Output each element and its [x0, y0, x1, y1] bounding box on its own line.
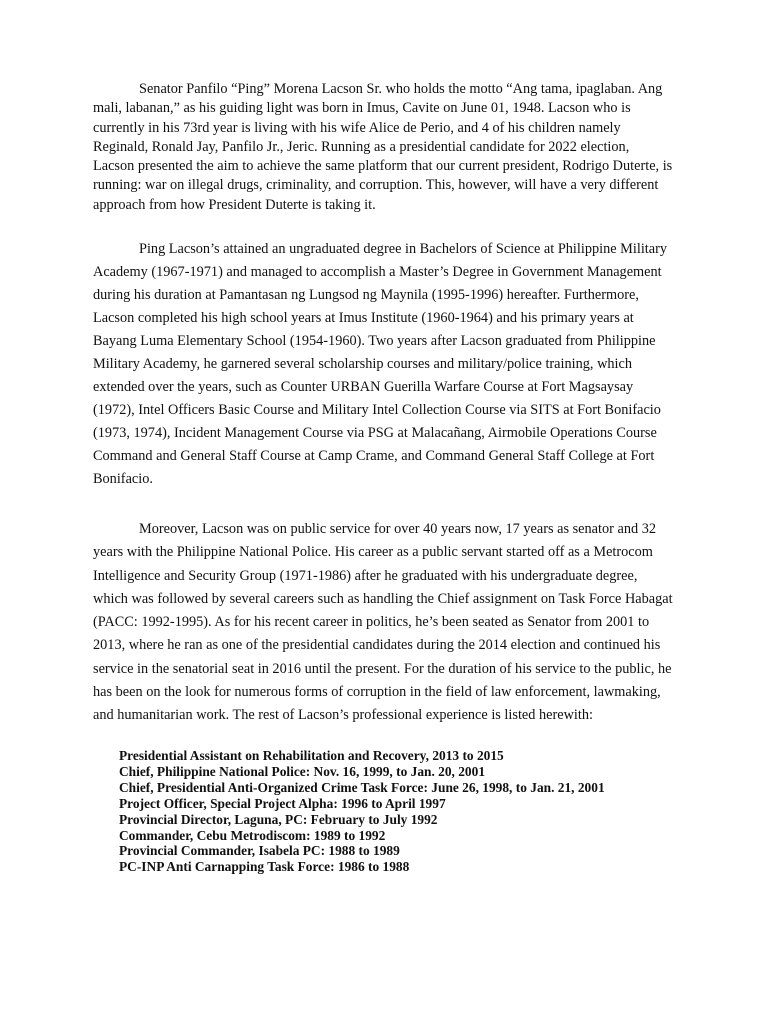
experience-item: PC-INP Anti Carnapping Task Force: 1986 to 1988	[119, 859, 410, 875]
experience-item: Commander, Cebu Metrodiscom: 1989 to 1992	[119, 827, 386, 843]
experience-item: Provincial Director, Laguna, PC: February to July 1992	[119, 811, 438, 827]
experience-item: Chief, Philippine National Police: Nov. 16, 1999, to Jan. 20, 2001	[119, 763, 486, 779]
experience-item: Chief, Presidential Anti-Organized Crime Task Force: June 26, 1998, to Jan. 21, 2001	[119, 779, 605, 795]
paragraph-education: Ping Lacson’s attained an ungraduated degree in Bachelors of Science at Philippine Military Academy (1967-1971) and managed to accomplish a Master’s Degree in Government Management during his duration at Pamantasan ng Lungsod ng Maynila (1995-1996) hereafter. Furthermore, Lacson completed his high school years at Imus Institute (1960-1964) and his primary years at Bayang Luma Elementary School (1954-1960). Two years after Lacson graduated from Philippine Military Academy, he garnered several scholarship courses and military/police training, which extended over the years, such as Counter URBAN Guerilla Warfare Course at Fort Magsaysay (1972), Intel Officers Basic Course and Military Intel Collection Course via SITS at Fort Bonifacio (1973, 1974), Incident Management Course via PSG at Malacañang, Airmobile Operations Course Command and General Staff Course at Camp Crame, and Command General Staff College at Fort Bonifacio.	[93, 241, 668, 487]
experience-item: Provincial Commander, Isabela PC: 1988 to 1989	[119, 843, 400, 859]
paragraph-public-service: Moreover, Lacson was on public service for over 40 years now, 17 years as senator and 32 years with the Philippine National Police. His career as a public servant started off as a Metrocom Intelligence and Security Group (1971-1986) after he graduated with his undergraduate degree, which was followed by several careers such as handling the Chief assignment on Task Force Habagat (PACC: 1992-1995). As for his recent career in politics, he’s been seated as Senator from 2001 to 2013, where he ran as one of the presidential candidates during the 2014 election and continued his service in the senatorial seat in 2016 until the present. For the duration of his service to the public, he has been on the look for numerous forms of corruption in the field of law enforcement, lawmaking, and humanitarian work. The rest of Lacson’s professional experience is listed herewith:	[93, 521, 673, 724]
experience-item: Project Officer, Special Project Alpha: 1996 to April 1997	[119, 795, 446, 811]
paragraph-biography: Senator Panfilo “Ping” Morena Lacson Sr. who holds the motto “Ang tama, ipaglaban. Ang mali, labanan,” as his guiding light was born in Imus, Cavite on June 01, 1948. Lacson who is currently in his 73rd year is living with his wife Alice de Perio, and 4 of his children namely Reginald, Ronald Jay, Panfilo Jr., Jeric. Running as a presidential candidate for 2022 election, Lacson presented the aim to achieve the same platform that our current president, Rodrigo Duterte, is running: war on illegal drugs, criminality, and corruption. This, however, will have a very different approach from how President Duterte is taking it.	[93, 81, 673, 213]
experience-item: Presidential Assistant on Rehabilitation and Recovery, 2013 to 2015	[119, 748, 504, 763]
experience-list	[119, 748, 605, 875]
